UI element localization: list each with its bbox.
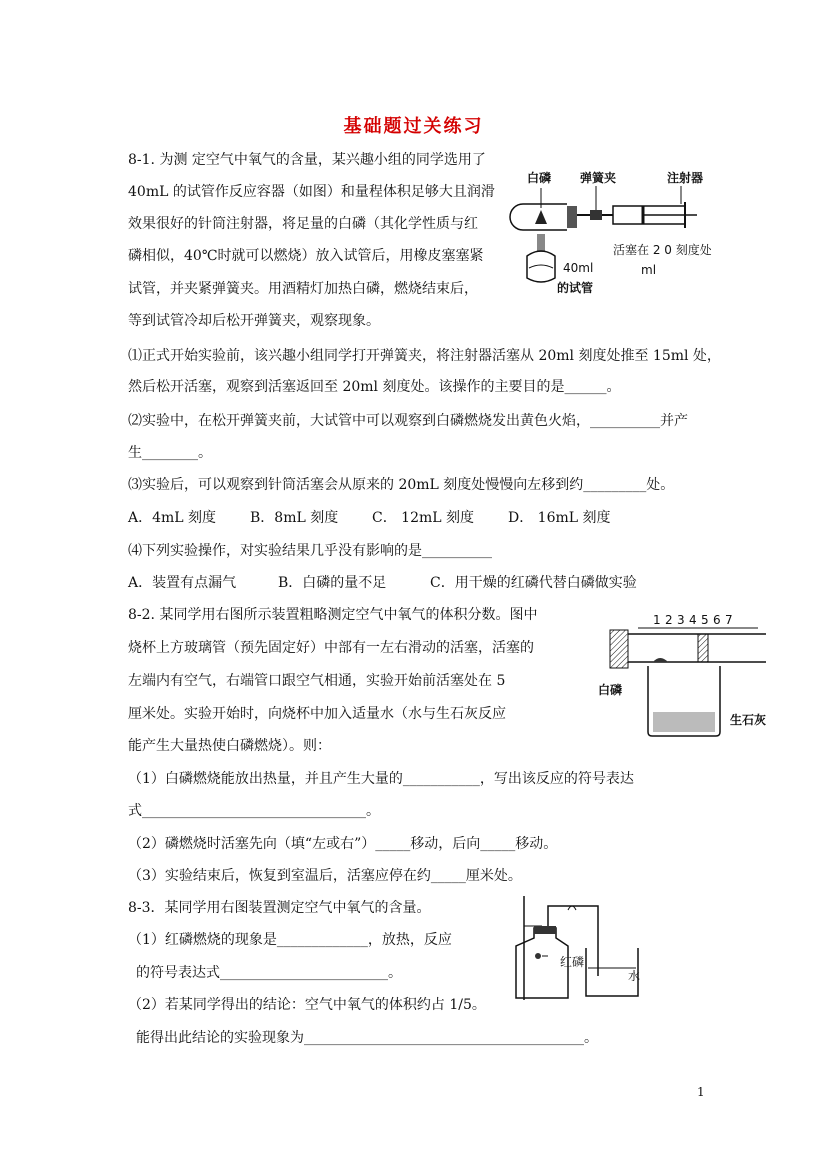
scale-mark: 7	[725, 613, 733, 627]
fig1-label-tube: 的试管	[557, 281, 594, 295]
q1-option-b: B．8mL 刻度	[250, 510, 339, 526]
q2-line-3: 左端内有空气，右端管口跟空气相通，实验开始前活塞处在 5	[128, 673, 506, 689]
page-title: 基础题过关练习	[343, 116, 484, 137]
scale-mark: 6	[713, 613, 721, 627]
q3-line-2: （1）红磷燃烧的现象是_____________，放热，反应	[128, 932, 452, 948]
q1-item4-option-c: C．用干燥的红磷代替白磷做实验	[430, 575, 637, 591]
scale-mark: 2	[665, 613, 673, 627]
q1-line-5: 试管，并夹紧弹簧夹。用酒精灯加热白磷，燃烧结束后，	[128, 281, 478, 297]
fig3-label-water: 水	[628, 969, 641, 983]
q1-line-9: ⑵实验中，在松开弹簧夹前，大试管中可以观察到白磷燃烧发出黄色火焰，__________并产	[128, 413, 688, 429]
scale-mark: 3	[677, 613, 685, 627]
fig2-label-quicklime: 生石灰	[730, 713, 767, 727]
fig1-label-piston: 活塞在 2 0 刻度处	[613, 243, 712, 257]
q1-line-7: ⑴正式开始实验前，该兴趣小组同学打开弹簧夹，将注射器活塞从 20ml 刻度处推至 15ml 处，	[128, 348, 721, 364]
q3-line-3: 的符号表达式________________________。	[136, 965, 402, 981]
fig2-label-white-phosphorus: 白磷	[598, 683, 623, 697]
q1-option-a: A．4mL 刻度	[128, 510, 217, 526]
q1-line-12: ⑷下列实验操作，对实验结果几乎没有影响的是__________	[128, 543, 492, 559]
q2-line-9: （3）实验结束后，恢复到室温后，活塞应停在约_____厘米处。	[128, 868, 522, 884]
page-number: 1	[697, 1085, 705, 1099]
scale-mark: 1	[653, 613, 661, 627]
q1-line-2: 40mL 的试管作反应容器（如图）和量程体积足够大且润滑	[128, 184, 495, 200]
figure-flask-beaker	[508, 896, 668, 1006]
q2-line-6: （1）白磷燃烧能放出热量，并且产生大量的___________，写出该反应的符号表达	[128, 771, 634, 787]
q2-line-4: 厘米处。实验开始时，向烧杯中加入适量水（水与生石灰反应	[128, 706, 506, 722]
fig1-label-ml: ml	[641, 263, 657, 277]
fig1-label-white-phosphorus: 白磷	[527, 171, 552, 185]
q1-item4-option-b: B．白磷的量不足	[278, 575, 387, 591]
figure-test-tube-syringe	[505, 168, 712, 298]
q3-line-4: （2）若某同学得出的结论：空气中氧气的体积约占 1/5。	[128, 997, 486, 1013]
q1-line-3: 效果很好的针筒注射器，将足量的白磷（其化学性质与红	[128, 216, 478, 232]
q1-line-1: 8-1. 为测 定空气中氧气的含量，某兴趣小组的同学选用了	[128, 152, 486, 168]
fig3-label-red-phosphorus: 红磷	[560, 955, 585, 969]
q3-line-5: 能得出此结论的实验现象为________________________________________。	[136, 1030, 598, 1046]
scale-mark: 4	[689, 613, 697, 627]
ruler-scale	[653, 613, 733, 627]
figure-glass-tube-beaker	[598, 612, 778, 742]
q1-line-6: 等到试管冷却后松开弹簧夹，观察现象。	[128, 313, 380, 329]
q1-line-8: 然后松开活塞，观察到活塞返回至 20ml 刻度处。该操作的主要目的是______。	[128, 379, 621, 395]
q1-line-10: 生________。	[128, 445, 212, 461]
q3-line-1: 8-3．某同学用右图装置测定空气中氧气的含量。	[128, 900, 431, 916]
q1-option-d: D． 16mL 刻度	[508, 510, 611, 526]
q1-line-11: ⑶实验后，可以观察到针筒活塞会从原来的 20mL 刻度处慢慢向左移到约_________处。	[128, 477, 675, 493]
q1-item4-option-a: A．装置有点漏气	[128, 575, 237, 591]
q2-line-2: 烧杯上方玻璃管（预先固定好）中部有一左右滑动的活塞，活塞的	[128, 640, 534, 656]
fig1-label-clip: 弹簧夹	[580, 171, 617, 185]
q2-line-1: 8-2. 某同学用右图所示装置粗略测定空气中氧气的体积分数。图中	[128, 607, 538, 623]
q1-line-4: 磷相似，40℃时就可以燃烧）放入试管后，用橡皮塞塞紧	[128, 248, 484, 264]
q2-line-8: （2）磷燃烧时活塞先向（填“左或右”）_____移动，后向_____移动。	[128, 836, 558, 852]
q1-option-c: C． 12mL 刻度	[372, 510, 474, 526]
q2-line-5: 能产生大量热使白磷燃烧）。则：	[128, 738, 331, 754]
q2-line-7: 式________________________________。	[128, 803, 380, 819]
fig1-label-syringe: 注射器	[667, 171, 704, 185]
scale-mark: 5	[701, 613, 709, 627]
fig1-label-40ml: 40ml	[563, 261, 594, 275]
